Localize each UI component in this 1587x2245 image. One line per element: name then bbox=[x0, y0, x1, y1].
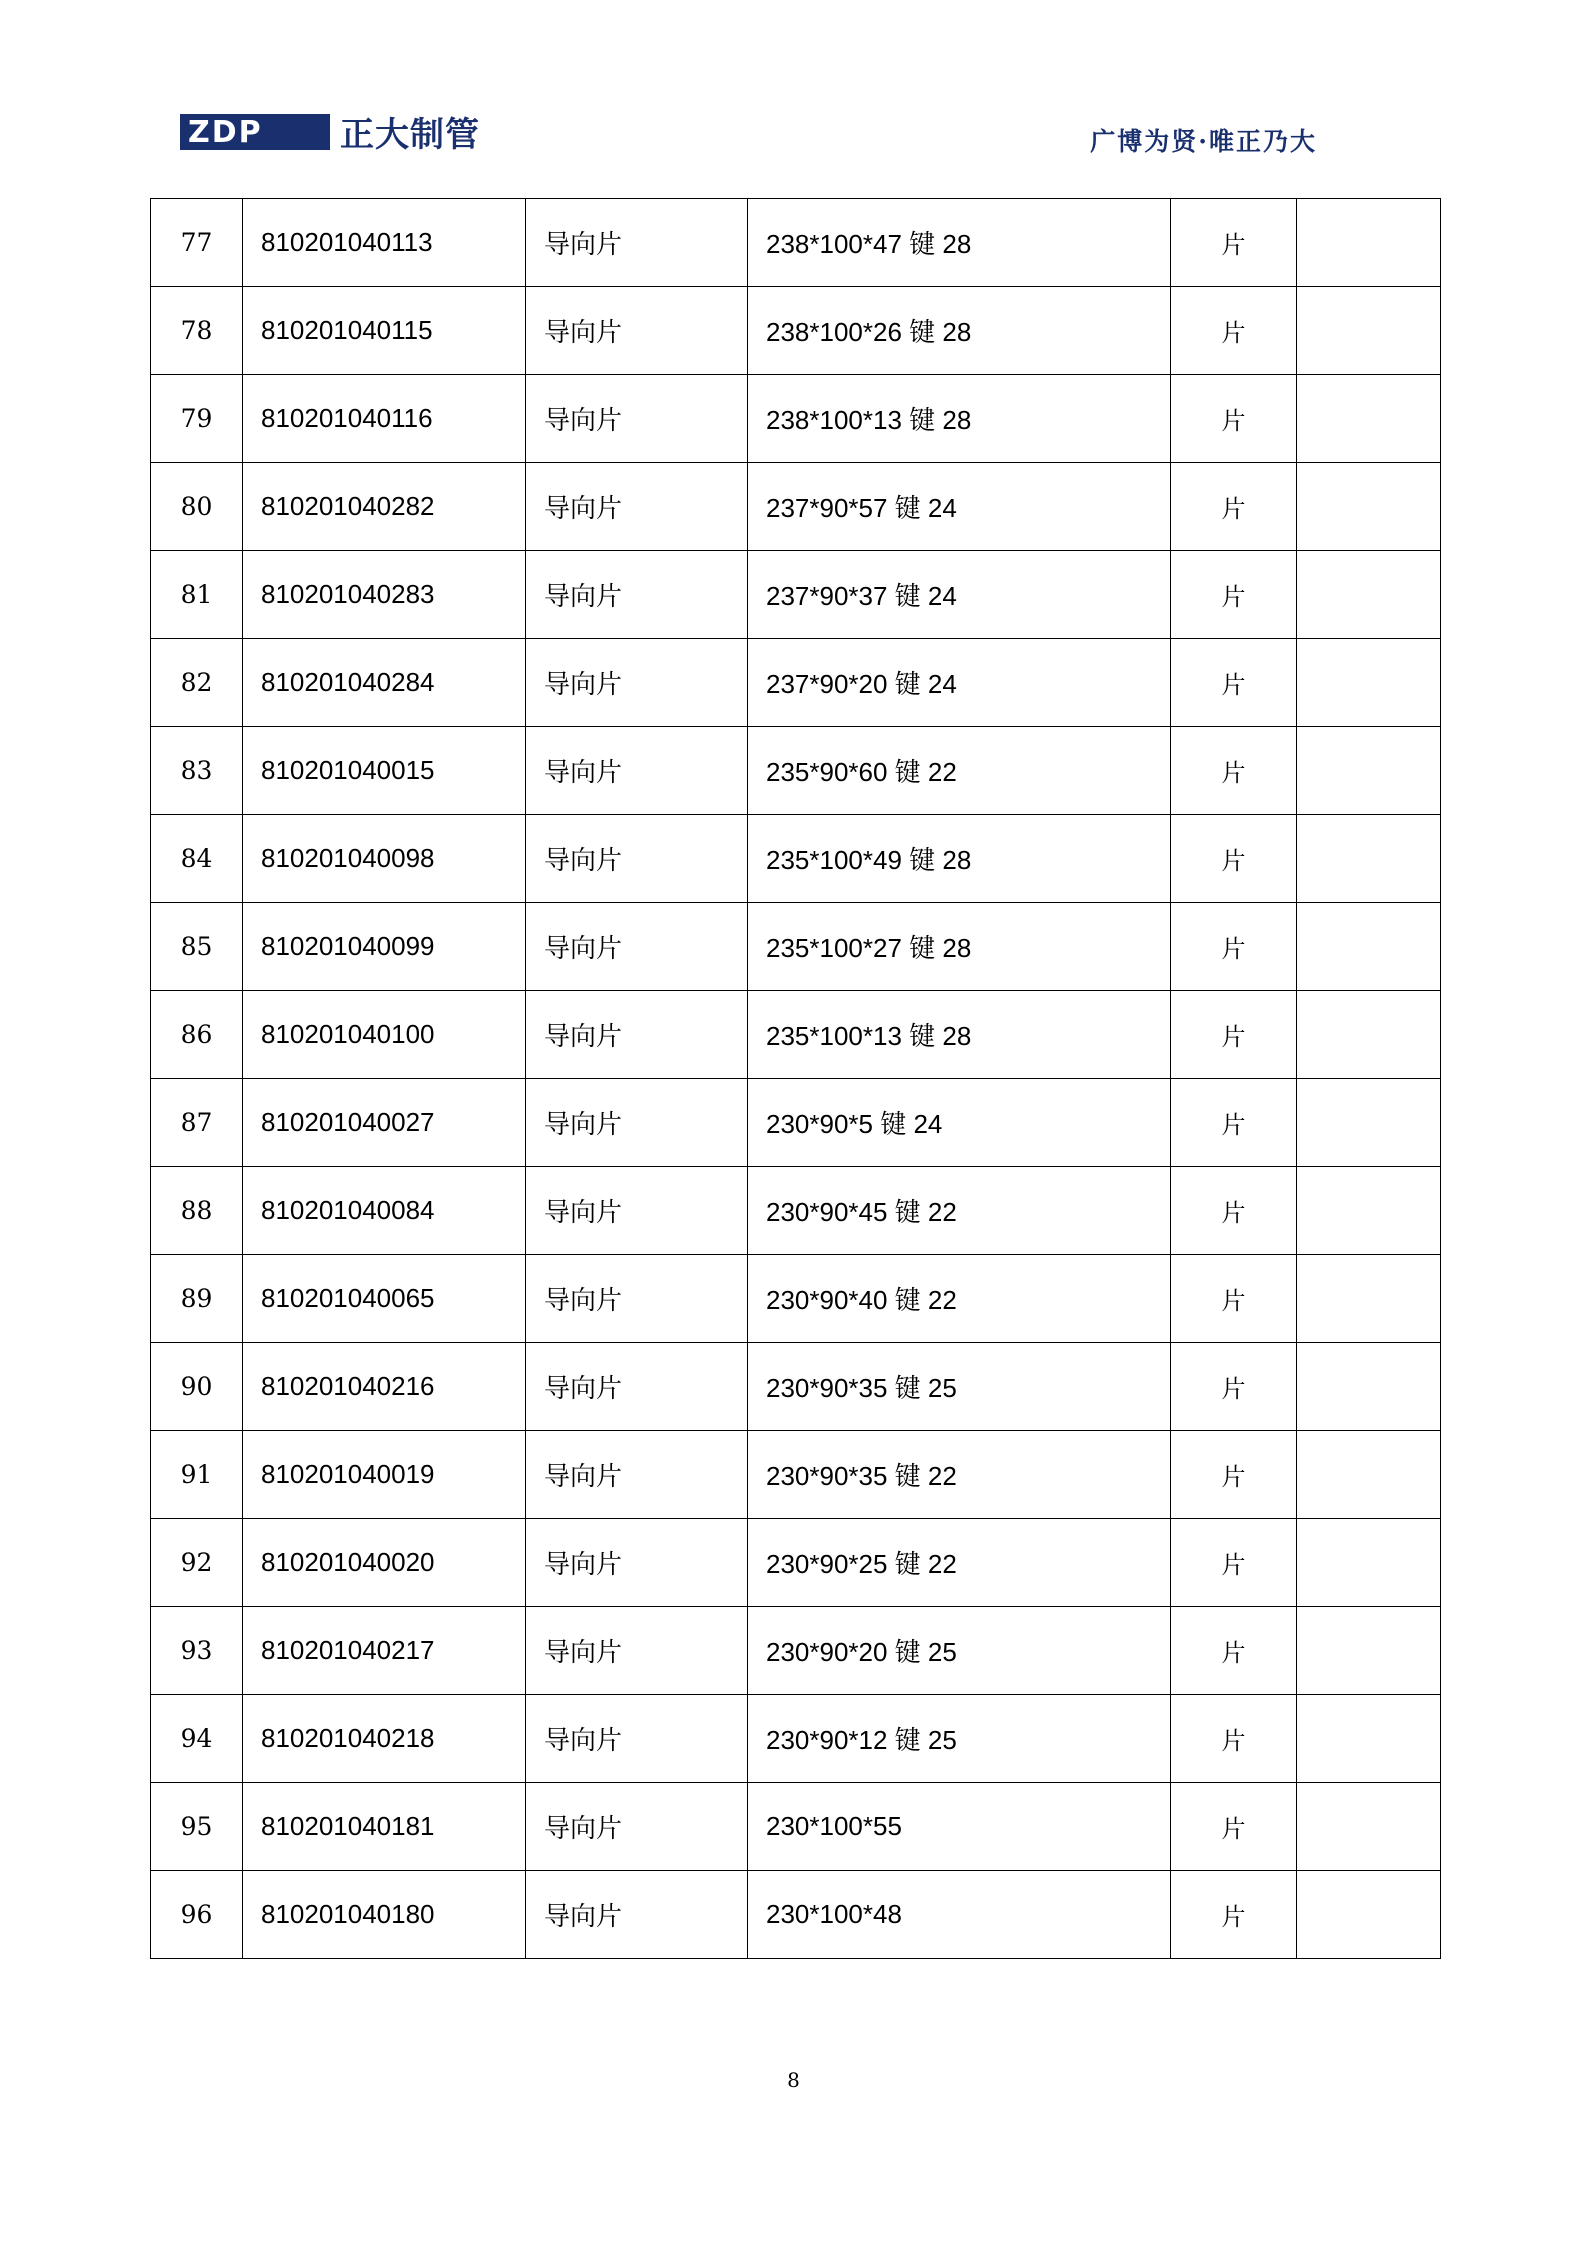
cell-name: 导向片 bbox=[526, 1519, 748, 1607]
cell-code: 810201040113 bbox=[243, 199, 526, 287]
cell-index: 80 bbox=[151, 463, 243, 551]
cell-code: 810201040015 bbox=[243, 727, 526, 815]
cell-name: 导向片 bbox=[526, 1607, 748, 1695]
company-slogan: 广博为贤·唯正乃大 bbox=[1090, 127, 1317, 156]
cell-name: 导向片 bbox=[526, 463, 748, 551]
cell-code: 810201040084 bbox=[243, 1167, 526, 1255]
cell-blank bbox=[1297, 1519, 1441, 1607]
cell-index: 93 bbox=[151, 1607, 243, 1695]
cell-blank bbox=[1297, 375, 1441, 463]
cell-index: 84 bbox=[151, 815, 243, 903]
cell-name: 导向片 bbox=[526, 375, 748, 463]
table-row bbox=[151, 287, 1441, 375]
cell-spec: 230*90*12 键 25 bbox=[748, 1695, 1171, 1783]
cell-name: 导向片 bbox=[526, 551, 748, 639]
table-row bbox=[151, 903, 1441, 991]
cell-blank bbox=[1297, 463, 1441, 551]
cell-name: 导向片 bbox=[526, 1079, 748, 1167]
cell-code: 810201040217 bbox=[243, 1607, 526, 1695]
cell-blank bbox=[1297, 1871, 1441, 1959]
cell-spec: 237*90*37 键 24 bbox=[748, 551, 1171, 639]
table-row bbox=[151, 991, 1441, 1079]
cell-code: 810201040115 bbox=[243, 287, 526, 375]
cell-index: 92 bbox=[151, 1519, 243, 1607]
table-row bbox=[151, 639, 1441, 727]
cell-index: 95 bbox=[151, 1783, 243, 1871]
cell-blank bbox=[1297, 727, 1441, 815]
parts-table-body bbox=[151, 199, 1441, 1959]
parts-table-container bbox=[150, 198, 1440, 1959]
cell-name: 导向片 bbox=[526, 639, 748, 727]
table-row bbox=[151, 1079, 1441, 1167]
table-row bbox=[151, 463, 1441, 551]
cell-unit: 片 bbox=[1171, 375, 1297, 463]
table-row bbox=[151, 727, 1441, 815]
cell-blank bbox=[1297, 1783, 1441, 1871]
cell-name: 导向片 bbox=[526, 287, 748, 375]
cell-index: 89 bbox=[151, 1255, 243, 1343]
cell-spec: 237*90*20 键 24 bbox=[748, 639, 1171, 727]
cell-unit: 片 bbox=[1171, 1079, 1297, 1167]
cell-spec: 237*90*57 键 24 bbox=[748, 463, 1171, 551]
cell-index: 85 bbox=[151, 903, 243, 991]
cell-spec: 230*100*48 bbox=[748, 1871, 1171, 1959]
cell-code: 810201040019 bbox=[243, 1431, 526, 1519]
cell-code: 810201040116 bbox=[243, 375, 526, 463]
cell-code: 810201040099 bbox=[243, 903, 526, 991]
cell-blank bbox=[1297, 199, 1441, 287]
cell-unit: 片 bbox=[1171, 1343, 1297, 1431]
cell-spec: 230*90*45 键 22 bbox=[748, 1167, 1171, 1255]
cell-spec: 230*90*25 键 22 bbox=[748, 1519, 1171, 1607]
cell-index: 81 bbox=[151, 551, 243, 639]
cell-name: 导向片 bbox=[526, 1167, 748, 1255]
cell-code: 810201040283 bbox=[243, 551, 526, 639]
cell-name: 导向片 bbox=[526, 727, 748, 815]
cell-code: 810201040282 bbox=[243, 463, 526, 551]
cell-index: 82 bbox=[151, 639, 243, 727]
cell-blank bbox=[1297, 903, 1441, 991]
cell-blank bbox=[1297, 1079, 1441, 1167]
cell-blank bbox=[1297, 1343, 1441, 1431]
cell-blank bbox=[1297, 551, 1441, 639]
table-row bbox=[151, 1695, 1441, 1783]
cell-spec: 238*100*47 键 28 bbox=[748, 199, 1171, 287]
cell-unit: 片 bbox=[1171, 1695, 1297, 1783]
table-row bbox=[151, 1871, 1441, 1959]
cell-name: 导向片 bbox=[526, 991, 748, 1079]
cell-index: 96 bbox=[151, 1871, 243, 1959]
cell-unit: 片 bbox=[1171, 287, 1297, 375]
cell-index: 90 bbox=[151, 1343, 243, 1431]
cell-blank bbox=[1297, 1695, 1441, 1783]
cell-unit: 片 bbox=[1171, 1431, 1297, 1519]
table-row bbox=[151, 199, 1441, 287]
cell-index: 86 bbox=[151, 991, 243, 1079]
parts-table bbox=[150, 198, 1441, 1959]
table-row bbox=[151, 1607, 1441, 1695]
cell-unit: 片 bbox=[1171, 727, 1297, 815]
cell-name: 导向片 bbox=[526, 1255, 748, 1343]
cell-code: 810201040180 bbox=[243, 1871, 526, 1959]
cell-spec: 235*100*13 键 28 bbox=[748, 991, 1171, 1079]
page-header bbox=[150, 112, 1437, 172]
cell-code: 810201040100 bbox=[243, 991, 526, 1079]
cell-spec: 238*100*26 键 28 bbox=[748, 287, 1171, 375]
cell-unit: 片 bbox=[1171, 639, 1297, 727]
cell-code: 810201040027 bbox=[243, 1079, 526, 1167]
svg-text:ZDP: ZDP bbox=[188, 115, 263, 150]
cell-spec: 235*100*27 键 28 bbox=[748, 903, 1171, 991]
cell-unit: 片 bbox=[1171, 1519, 1297, 1607]
cell-index: 87 bbox=[151, 1079, 243, 1167]
cell-name: 导向片 bbox=[526, 1343, 748, 1431]
cell-code: 810201040216 bbox=[243, 1343, 526, 1431]
cell-name: 导向片 bbox=[526, 1431, 748, 1519]
cell-unit: 片 bbox=[1171, 1871, 1297, 1959]
table-row bbox=[151, 1343, 1441, 1431]
cell-name: 导向片 bbox=[526, 199, 748, 287]
cell-blank bbox=[1297, 991, 1441, 1079]
table-row bbox=[151, 1431, 1441, 1519]
cell-spec: 230*90*5 键 24 bbox=[748, 1079, 1171, 1167]
cell-unit: 片 bbox=[1171, 551, 1297, 639]
cell-index: 88 bbox=[151, 1167, 243, 1255]
cell-code: 810201040020 bbox=[243, 1519, 526, 1607]
cell-spec: 230*90*20 键 25 bbox=[748, 1607, 1171, 1695]
cell-unit: 片 bbox=[1171, 1255, 1297, 1343]
cell-code: 810201040218 bbox=[243, 1695, 526, 1783]
table-row bbox=[151, 1167, 1441, 1255]
cell-unit: 片 bbox=[1171, 815, 1297, 903]
cell-unit: 片 bbox=[1171, 903, 1297, 991]
cell-unit: 片 bbox=[1171, 199, 1297, 287]
table-row bbox=[151, 815, 1441, 903]
cell-unit: 片 bbox=[1171, 463, 1297, 551]
cell-name: 导向片 bbox=[526, 1695, 748, 1783]
cell-blank bbox=[1297, 287, 1441, 375]
cell-unit: 片 bbox=[1171, 991, 1297, 1079]
cell-index: 91 bbox=[151, 1431, 243, 1519]
cell-spec: 230*90*35 键 22 bbox=[748, 1431, 1171, 1519]
cell-blank bbox=[1297, 1255, 1441, 1343]
cell-code: 810201040065 bbox=[243, 1255, 526, 1343]
cell-blank bbox=[1297, 1167, 1441, 1255]
table-row bbox=[151, 375, 1441, 463]
cell-name: 导向片 bbox=[526, 903, 748, 991]
cell-unit: 片 bbox=[1171, 1167, 1297, 1255]
cell-index: 77 bbox=[151, 199, 243, 287]
cell-unit: 片 bbox=[1171, 1783, 1297, 1871]
cell-name: 导向片 bbox=[526, 1783, 748, 1871]
cell-blank bbox=[1297, 1431, 1441, 1519]
company-logo bbox=[180, 112, 480, 157]
cell-spec: 235*90*60 键 22 bbox=[748, 727, 1171, 815]
cell-spec: 238*100*13 键 28 bbox=[748, 375, 1171, 463]
table-row bbox=[151, 551, 1441, 639]
cell-name: 导向片 bbox=[526, 815, 748, 903]
table-row bbox=[151, 1783, 1441, 1871]
cell-code: 810201040284 bbox=[243, 639, 526, 727]
table-row bbox=[151, 1255, 1441, 1343]
cell-index: 94 bbox=[151, 1695, 243, 1783]
cell-index: 79 bbox=[151, 375, 243, 463]
company-name: 正大制管 bbox=[340, 114, 480, 155]
cell-spec: 230*100*55 bbox=[748, 1783, 1171, 1871]
cell-spec: 230*90*40 键 22 bbox=[748, 1255, 1171, 1343]
cell-code: 810201040181 bbox=[243, 1783, 526, 1871]
cell-spec: 230*90*35 键 25 bbox=[748, 1343, 1171, 1431]
cell-blank bbox=[1297, 639, 1441, 727]
cell-index: 83 bbox=[151, 727, 243, 815]
page-number: 8 bbox=[787, 2068, 800, 2092]
cell-code: 810201040098 bbox=[243, 815, 526, 903]
cell-unit: 片 bbox=[1171, 1607, 1297, 1695]
cell-name: 导向片 bbox=[526, 1871, 748, 1959]
cell-blank bbox=[1297, 1607, 1441, 1695]
cell-spec: 235*100*49 键 28 bbox=[748, 815, 1171, 903]
zdp-logo-icon bbox=[180, 112, 330, 157]
cell-index: 78 bbox=[151, 287, 243, 375]
table-row bbox=[151, 1519, 1441, 1607]
cell-blank bbox=[1297, 815, 1441, 903]
